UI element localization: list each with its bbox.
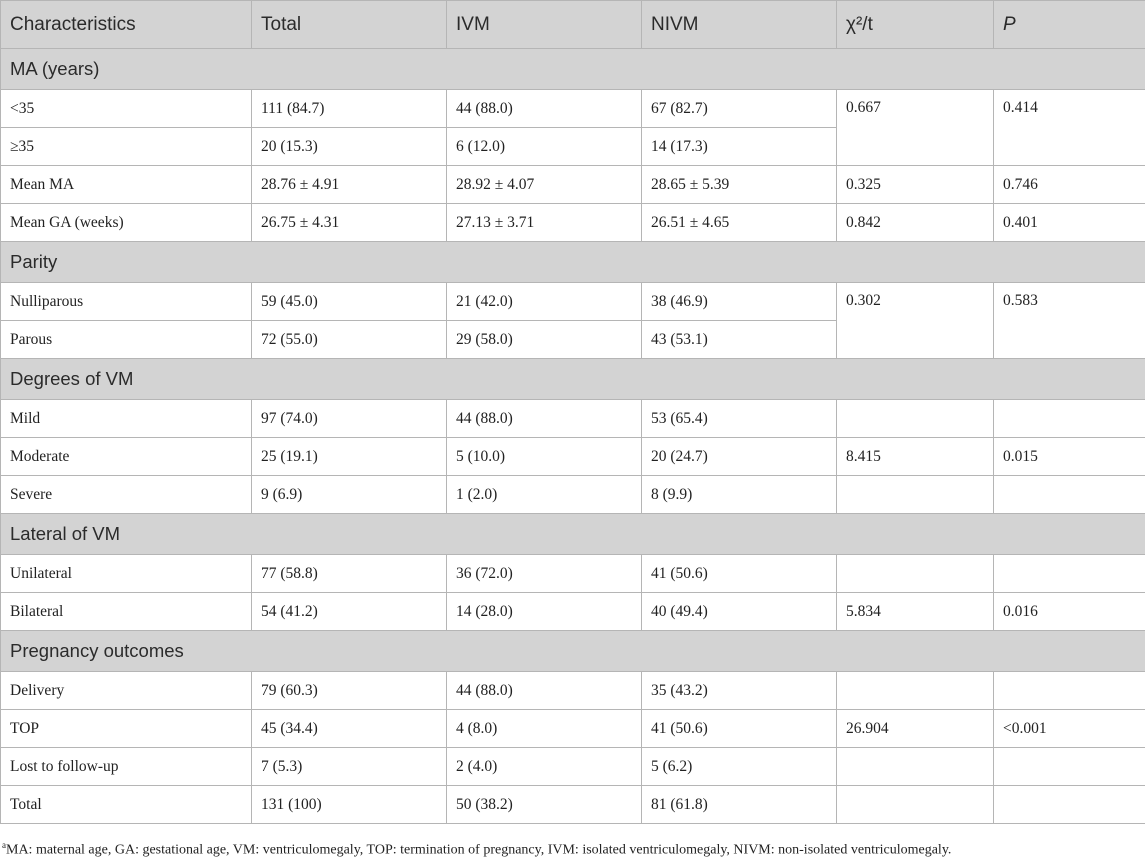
cell-nivm: 28.65 ± 5.39 xyxy=(642,166,837,204)
table-row xyxy=(1,90,1145,128)
cell-statistic xyxy=(837,555,994,593)
cell-total: 111 (84.7) xyxy=(252,90,447,128)
table-row xyxy=(1,593,1145,631)
cell-p-value xyxy=(994,672,1145,710)
cell-nivm: 20 (24.7) xyxy=(642,438,837,476)
header-p-value: P xyxy=(994,1,1145,49)
section-title: Degrees of VM xyxy=(1,359,1145,400)
cell-total: 20 (15.3) xyxy=(252,128,447,166)
cell-ivm: 21 (42.0) xyxy=(447,283,642,321)
cell-nivm: 67 (82.7) xyxy=(642,90,837,128)
cell-characteristic: Total xyxy=(1,786,252,824)
cell-p-value: 0.414 xyxy=(994,90,1145,166)
section-row xyxy=(1,242,1145,283)
table-row xyxy=(1,438,1145,476)
header-statistic: χ²/t xyxy=(837,1,994,49)
cell-ivm: 4 (8.0) xyxy=(447,710,642,748)
cell-nivm: 43 (53.1) xyxy=(642,321,837,359)
cell-p-value xyxy=(994,555,1145,593)
cell-characteristic: TOP xyxy=(1,710,252,748)
cell-p-value xyxy=(994,748,1145,786)
cell-ivm: 28.92 ± 4.07 xyxy=(447,166,642,204)
cell-total: 54 (41.2) xyxy=(252,593,447,631)
section-row xyxy=(1,631,1145,672)
cell-characteristic: Delivery xyxy=(1,672,252,710)
table-body xyxy=(1,49,1145,824)
cell-characteristic: Mild xyxy=(1,400,252,438)
cell-total: 72 (55.0) xyxy=(252,321,447,359)
cell-statistic xyxy=(837,748,994,786)
table-row xyxy=(1,204,1145,242)
cell-total: 59 (45.0) xyxy=(252,283,447,321)
cell-characteristic: Unilateral xyxy=(1,555,252,593)
cell-p-value: 0.746 xyxy=(994,166,1145,204)
table-row xyxy=(1,786,1145,824)
section-title: MA (years) xyxy=(1,49,1145,90)
section-title: Lateral of VM xyxy=(1,514,1145,555)
table-row xyxy=(1,283,1145,321)
cell-p-value: 0.016 xyxy=(994,593,1145,631)
cell-p-value xyxy=(994,476,1145,514)
section-title: Parity xyxy=(1,242,1145,283)
footnote-marker: a xyxy=(2,840,6,850)
cell-statistic: 0.302 xyxy=(837,283,994,359)
table-row xyxy=(1,555,1145,593)
cell-ivm: 1 (2.0) xyxy=(447,476,642,514)
cell-ivm: 36 (72.0) xyxy=(447,555,642,593)
table-row xyxy=(1,672,1145,710)
cell-statistic: 0.325 xyxy=(837,166,994,204)
cell-total: 131 (100) xyxy=(252,786,447,824)
cell-nivm: 41 (50.6) xyxy=(642,710,837,748)
cell-statistic xyxy=(837,672,994,710)
cell-statistic: 26.904 xyxy=(837,710,994,748)
cell-ivm: 44 (88.0) xyxy=(447,90,642,128)
cell-p-value xyxy=(994,786,1145,824)
cell-characteristic: <35 xyxy=(1,90,252,128)
table-row xyxy=(1,166,1145,204)
cell-nivm: 53 (65.4) xyxy=(642,400,837,438)
cell-total: 26.75 ± 4.31 xyxy=(252,204,447,242)
section-row xyxy=(1,514,1145,555)
cell-nivm: 41 (50.6) xyxy=(642,555,837,593)
cell-characteristic: Mean GA (weeks) xyxy=(1,204,252,242)
cell-p-value: 0.015 xyxy=(994,438,1145,476)
cell-ivm: 2 (4.0) xyxy=(447,748,642,786)
cell-characteristic: Bilateral xyxy=(1,593,252,631)
cell-nivm: 5 (6.2) xyxy=(642,748,837,786)
cell-statistic xyxy=(837,786,994,824)
section-row xyxy=(1,49,1145,90)
cell-characteristic: Nulliparous xyxy=(1,283,252,321)
cell-characteristic: Parous xyxy=(1,321,252,359)
table-row xyxy=(1,476,1145,514)
cell-total: 77 (58.8) xyxy=(252,555,447,593)
cell-statistic: 8.415 xyxy=(837,438,994,476)
cell-total: 45 (34.4) xyxy=(252,710,447,748)
cell-statistic: 0.842 xyxy=(837,204,994,242)
cell-ivm: 44 (88.0) xyxy=(447,672,642,710)
cell-ivm: 6 (12.0) xyxy=(447,128,642,166)
cell-p-value: 0.401 xyxy=(994,204,1145,242)
cell-total: 9 (6.9) xyxy=(252,476,447,514)
cell-characteristic: Severe xyxy=(1,476,252,514)
cell-total: 7 (5.3) xyxy=(252,748,447,786)
table-header xyxy=(1,1,1145,49)
cell-p-value: <0.001 xyxy=(994,710,1145,748)
section-title: Pregnancy outcomes xyxy=(1,631,1145,672)
cell-nivm: 35 (43.2) xyxy=(642,672,837,710)
table-footnote xyxy=(2,840,951,859)
cell-total: 97 (74.0) xyxy=(252,400,447,438)
cell-statistic xyxy=(837,476,994,514)
cell-characteristic: Lost to follow-up xyxy=(1,748,252,786)
cell-ivm: 5 (10.0) xyxy=(447,438,642,476)
cell-nivm: 40 (49.4) xyxy=(642,593,837,631)
header-characteristics: Characteristics xyxy=(1,1,252,49)
cell-total: 79 (60.3) xyxy=(252,672,447,710)
footnote-text: MA: maternal age, GA: gestational age, VM: ventriculomegaly, TOP: termination of pregnancy, IVM: isolated ventriculomegaly, NIVM: non-isolated ventriculomegaly. xyxy=(6,843,951,858)
cell-nivm: 38 (46.9) xyxy=(642,283,837,321)
cell-nivm: 8 (9.9) xyxy=(642,476,837,514)
cell-ivm: 27.13 ± 3.71 xyxy=(447,204,642,242)
cell-ivm: 14 (28.0) xyxy=(447,593,642,631)
cell-statistic: 0.667 xyxy=(837,90,994,166)
header-nivm: NIVM xyxy=(642,1,837,49)
table-row xyxy=(1,748,1145,786)
cell-nivm: 26.51 ± 4.65 xyxy=(642,204,837,242)
table-row xyxy=(1,400,1145,438)
header-ivm: IVM xyxy=(447,1,642,49)
table-row xyxy=(1,710,1145,748)
section-row xyxy=(1,359,1145,400)
cell-ivm: 50 (38.2) xyxy=(447,786,642,824)
cell-p-value xyxy=(994,400,1145,438)
cell-characteristic: ≥35 xyxy=(1,128,252,166)
cell-total: 25 (19.1) xyxy=(252,438,447,476)
cell-statistic: 5.834 xyxy=(837,593,994,631)
cell-ivm: 44 (88.0) xyxy=(447,400,642,438)
cell-nivm: 81 (61.8) xyxy=(642,786,837,824)
cell-total: 28.76 ± 4.91 xyxy=(252,166,447,204)
cell-ivm: 29 (58.0) xyxy=(447,321,642,359)
cell-p-value: 0.583 xyxy=(994,283,1145,359)
cell-characteristic: Mean MA xyxy=(1,166,252,204)
cell-statistic xyxy=(837,400,994,438)
header-total: Total xyxy=(252,1,447,49)
cell-characteristic: Moderate xyxy=(1,438,252,476)
cell-nivm: 14 (17.3) xyxy=(642,128,837,166)
